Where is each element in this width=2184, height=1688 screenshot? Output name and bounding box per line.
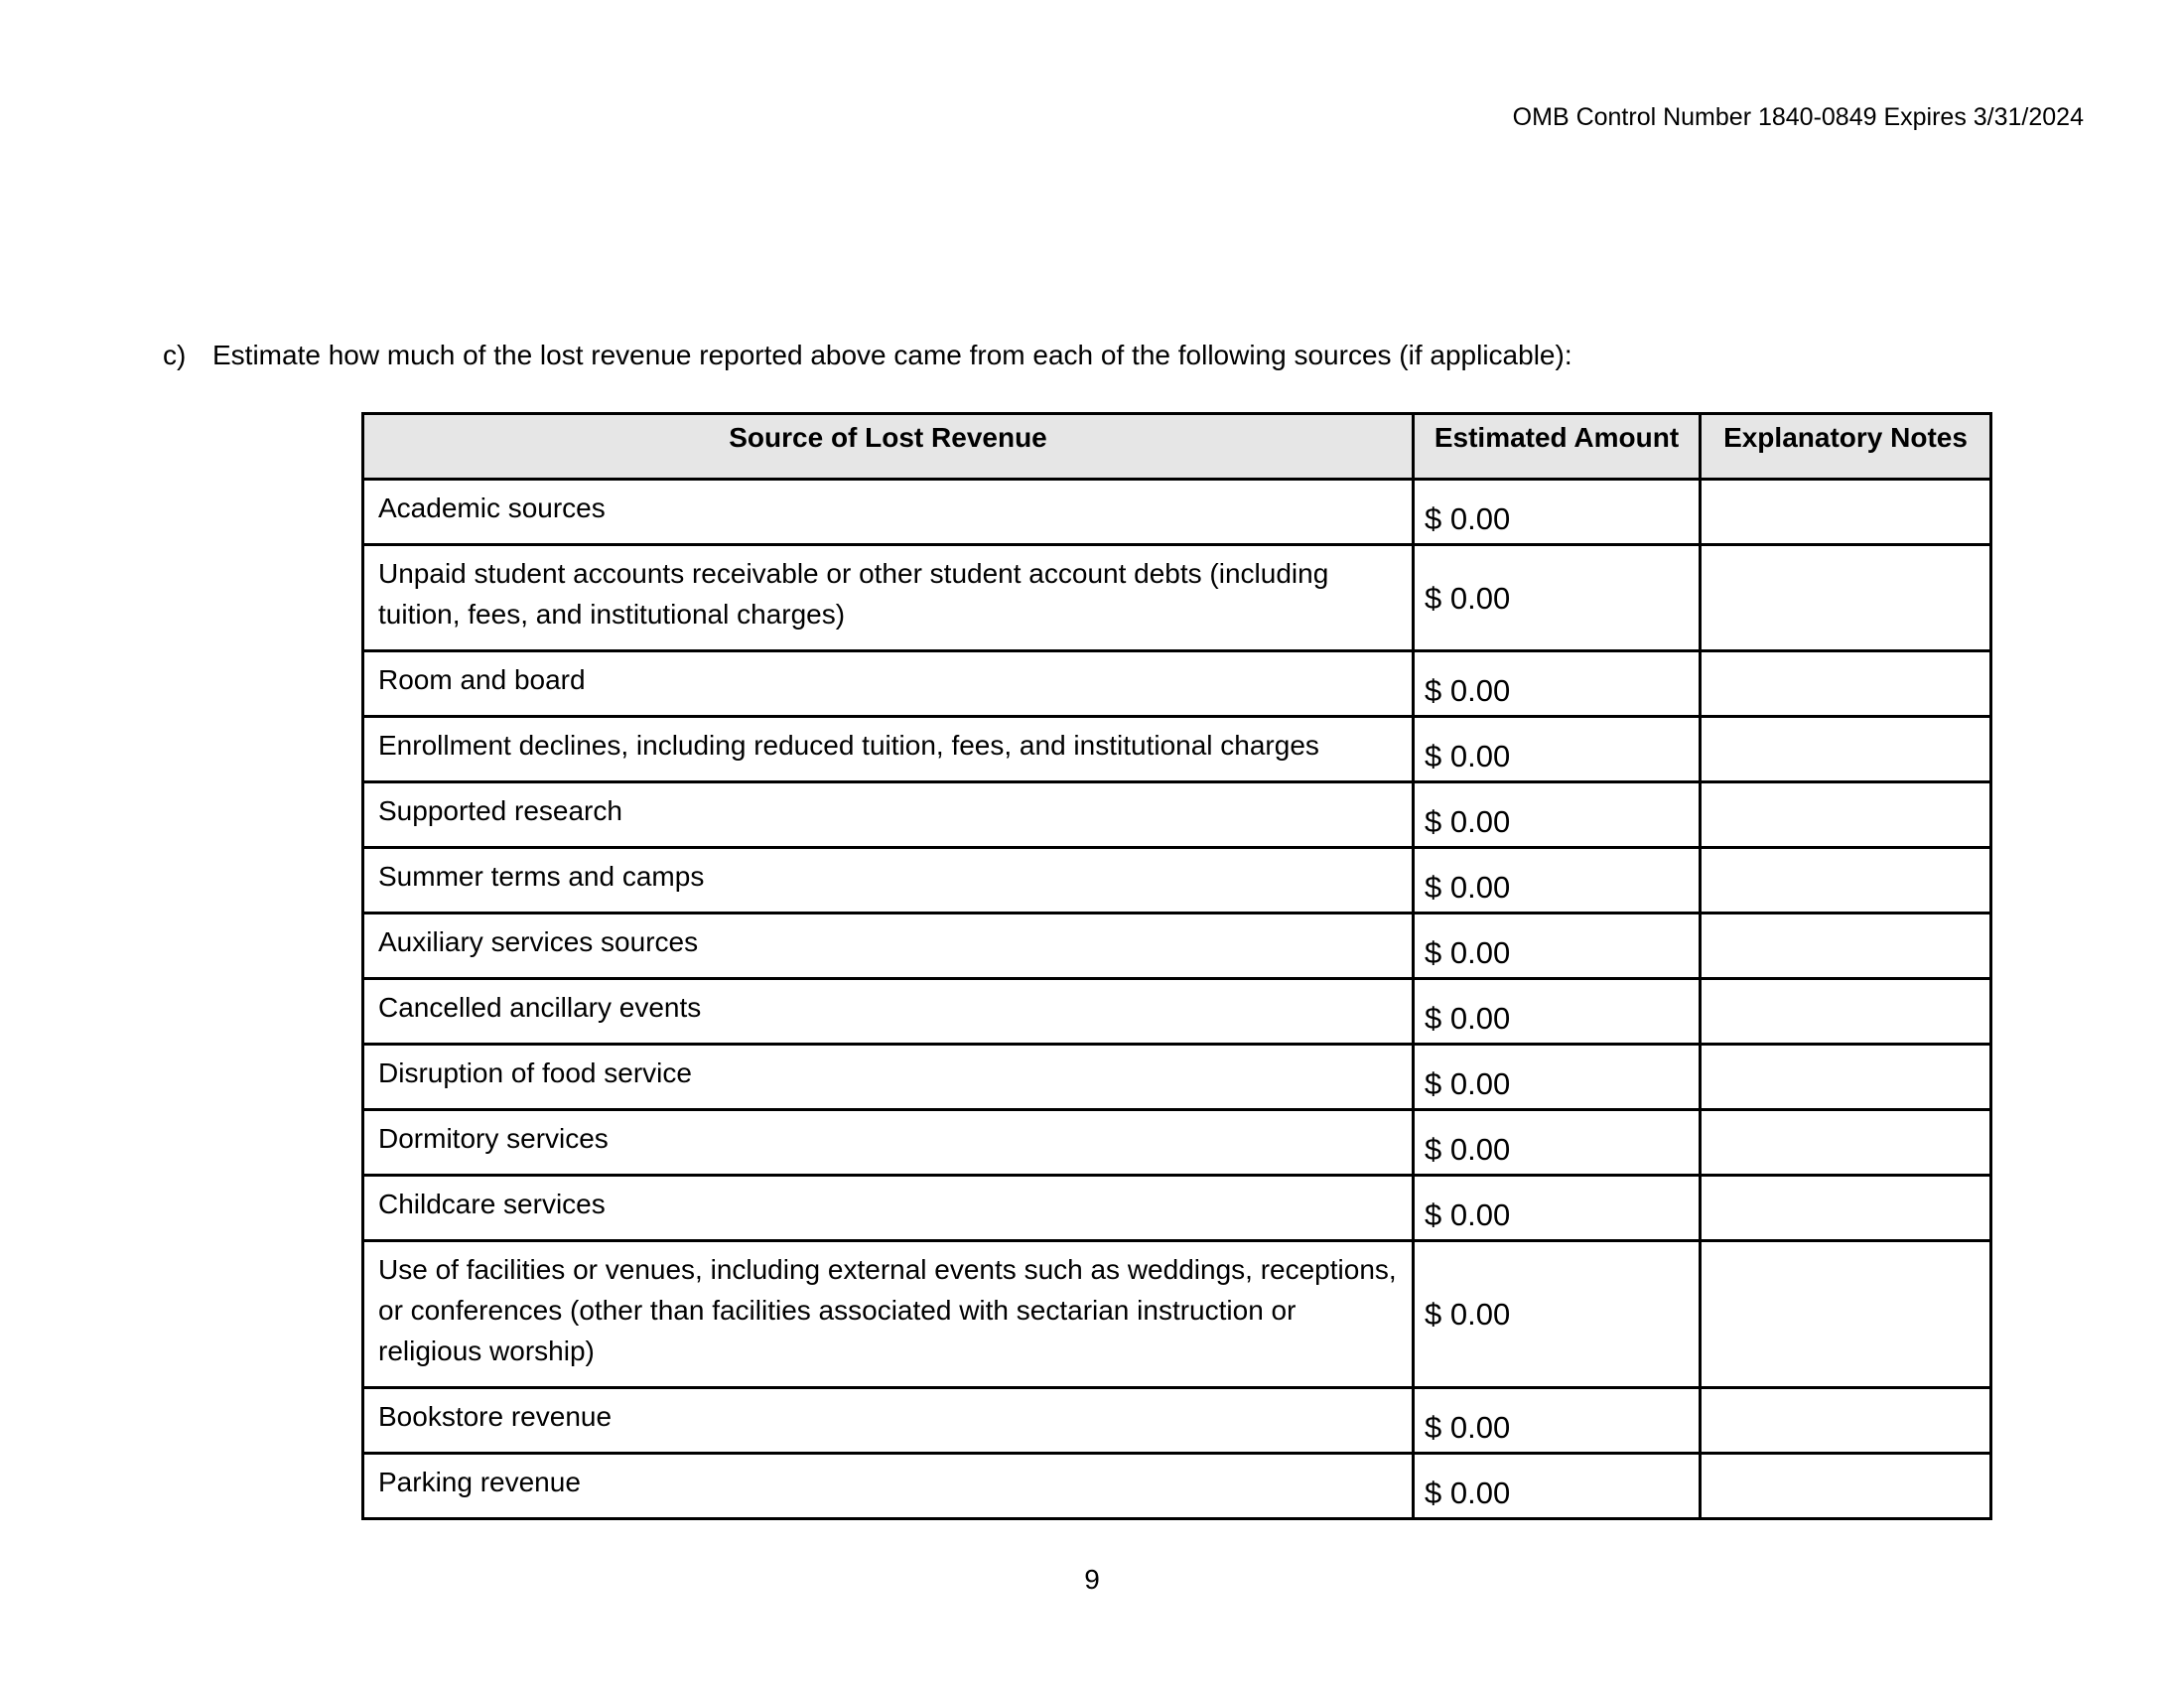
notes-field[interactable] <box>1701 1388 1991 1454</box>
table-row <box>363 1110 1991 1176</box>
notes-field[interactable] <box>1701 782 1991 848</box>
table-row <box>363 651 1991 717</box>
notes-field[interactable] <box>1701 1241 1991 1388</box>
amount-field[interactable]: $ 0.00 <box>1414 848 1701 914</box>
page-number: 9 <box>1084 1564 1100 1595</box>
amount-field[interactable]: $ 0.00 <box>1414 1454 1701 1519</box>
notes-field[interactable] <box>1701 1110 1991 1176</box>
table-row <box>363 1176 1991 1241</box>
table-row <box>363 1388 1991 1454</box>
notes-field[interactable] <box>1701 979 1991 1045</box>
row-source: Supported research <box>363 782 1414 848</box>
row-source: Dormitory services <box>363 1110 1414 1176</box>
amount-field[interactable]: $ 0.00 <box>1414 979 1701 1045</box>
amount-field[interactable]: $ 0.00 <box>1414 1176 1701 1241</box>
amount-field[interactable]: $ 0.00 <box>1414 717 1701 782</box>
lost-revenue-table <box>361 412 1992 1520</box>
notes-field[interactable] <box>1701 480 1991 545</box>
amount-field[interactable]: $ 0.00 <box>1414 480 1701 545</box>
notes-field[interactable] <box>1701 651 1991 717</box>
table-header-row <box>363 414 1991 480</box>
notes-field[interactable] <box>1701 1454 1991 1519</box>
notes-field[interactable] <box>1701 848 1991 914</box>
table-row <box>363 1454 1991 1519</box>
notes-field[interactable] <box>1701 914 1991 979</box>
amount-field[interactable]: $ 0.00 <box>1414 1045 1701 1110</box>
table-row <box>363 480 1991 545</box>
row-source: Childcare services <box>363 1176 1414 1241</box>
row-source: Auxiliary services sources <box>363 914 1414 979</box>
row-source: Academic sources <box>363 480 1414 545</box>
row-source: Use of facilities or venues, including external events such as weddings, receptions, or conferences (other than facilities associated with sectarian instruction or religious worship) <box>363 1241 1414 1388</box>
header-source: Source of Lost Revenue <box>363 414 1414 480</box>
row-source: Parking revenue <box>363 1454 1414 1519</box>
row-source: Summer terms and camps <box>363 848 1414 914</box>
omb-control-number: OMB Control Number 1840-0849 Expires 3/31/2024 <box>1512 103 2084 131</box>
amount-field[interactable]: $ 0.00 <box>1414 914 1701 979</box>
table-row <box>363 848 1991 914</box>
row-source: Cancelled ancillary events <box>363 979 1414 1045</box>
amount-field[interactable]: $ 0.00 <box>1414 651 1701 717</box>
row-source: Unpaid student accounts receivable or other student account debts (including tuition, fees, and institutional charges) <box>363 545 1414 651</box>
question-c <box>163 340 1572 371</box>
header-amount: Estimated Amount <box>1414 414 1701 480</box>
notes-field[interactable] <box>1701 1176 1991 1241</box>
table-row <box>363 782 1991 848</box>
amount-field[interactable]: $ 0.00 <box>1414 782 1701 848</box>
row-source: Room and board <box>363 651 1414 717</box>
table-row <box>363 545 1991 651</box>
amount-field[interactable]: $ 0.00 <box>1414 1110 1701 1176</box>
amount-field[interactable]: $ 0.00 <box>1414 545 1701 651</box>
question-marker: c) <box>163 340 187 370</box>
table-row <box>363 914 1991 979</box>
table-row <box>363 1045 1991 1110</box>
table-row <box>363 979 1991 1045</box>
question-text: Estimate how much of the lost revenue reported above came from each of the following sources (if applicable): <box>212 340 1572 370</box>
notes-field[interactable] <box>1701 1045 1991 1110</box>
table-row <box>363 717 1991 782</box>
header-notes: Explanatory Notes <box>1701 414 1991 480</box>
notes-field[interactable] <box>1701 545 1991 651</box>
table-row <box>363 1241 1991 1388</box>
row-source: Bookstore revenue <box>363 1388 1414 1454</box>
notes-field[interactable] <box>1701 717 1991 782</box>
amount-field[interactable]: $ 0.00 <box>1414 1388 1701 1454</box>
amount-field[interactable]: $ 0.00 <box>1414 1241 1701 1388</box>
row-source: Disruption of food service <box>363 1045 1414 1110</box>
row-source: Enrollment declines, including reduced tuition, fees, and institutional charges <box>363 717 1414 782</box>
